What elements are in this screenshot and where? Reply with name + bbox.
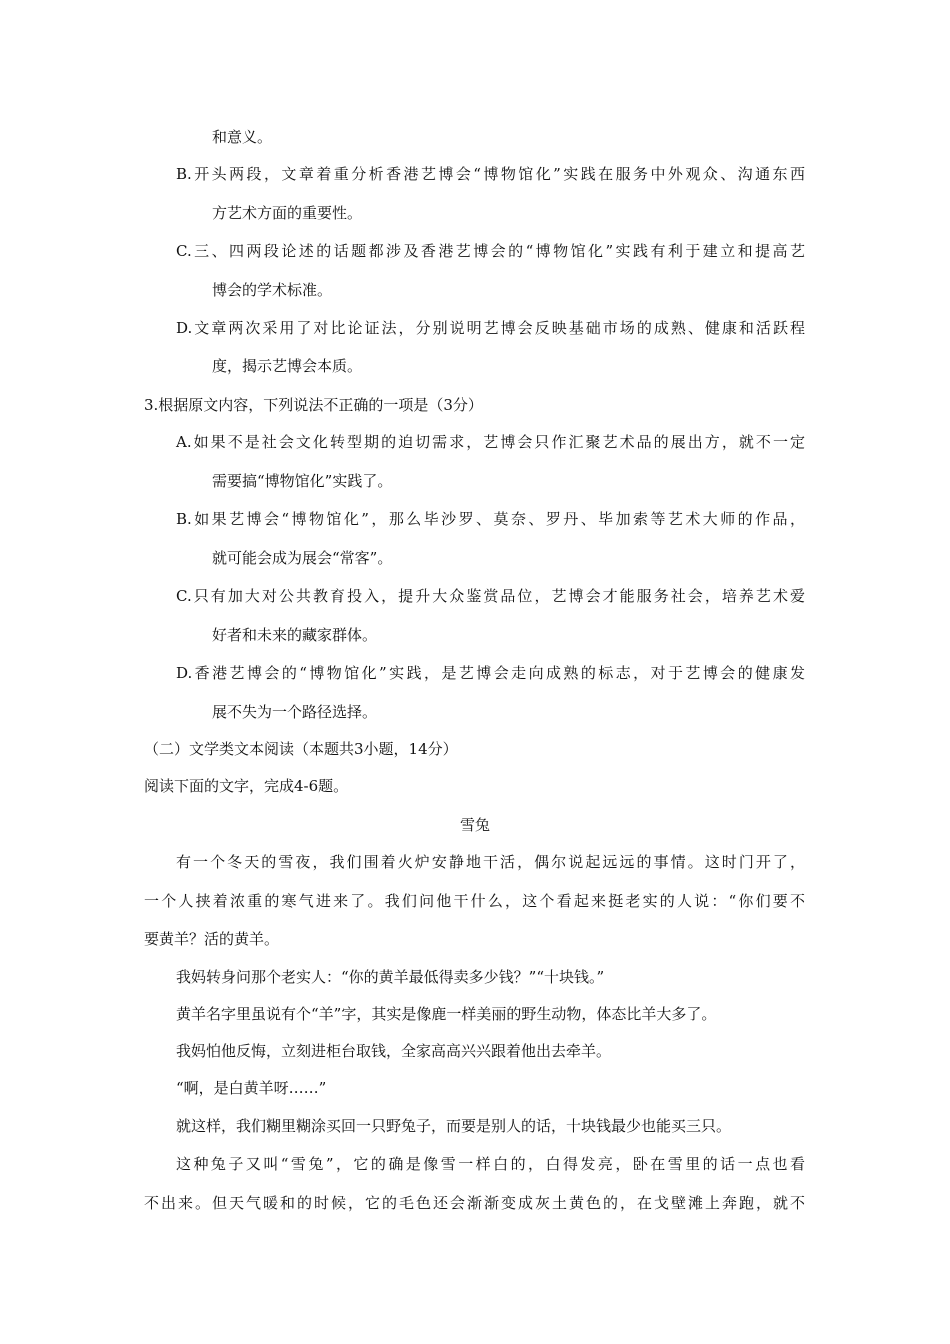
story-title: 雪兔 xyxy=(460,816,491,834)
q3-option-b-line1: B.如果艺博会“博物馆化”，那么毕沙罗、莫奈、罗丹、毕加索等艺术大师的作品， xyxy=(176,510,805,528)
q2-option-b-line1: B.开头两段，文章着重分析香港艺博会“博物馆化”实践在服务中外观众、沟通东西 xyxy=(176,165,805,183)
story-paragraph-5: “啊，是白黄羊呀……” xyxy=(176,1079,327,1097)
q2-option-d-line1: D.文章两次采用了对比论证法，分别说明艺博会反映基础市场的成熟、健康和活跃程 xyxy=(176,319,805,337)
q3-option-b-line2: 就可能会成为展会“常客”。 xyxy=(212,549,393,567)
section-2-heading: （二）文学类文本阅读（本题共3小题，14分） xyxy=(144,740,458,758)
story-paragraph-6: 就这样，我们糊里糊涂买回一只野兔子，而要是别人的话，十块钱最少也能买三只。 xyxy=(176,1117,732,1135)
q2-option-c-line2: 博会的学术标准。 xyxy=(212,281,333,299)
story-paragraph-2: 我妈转身问那个老实人：“你的黄羊最低得卖多少钱？”“十块钱。” xyxy=(176,968,605,986)
story-paragraph-1-line2: 一个人挟着浓重的寒气进来了。我们问他干什么，这个看起来挺老实的人说：“你们要不 xyxy=(144,892,805,910)
q2-option-b-line2: 方艺术方面的重要性。 xyxy=(212,204,363,222)
story-paragraph-1-line1: 有一个冬天的雪夜，我们围着火炉安静地干活，偶尔说起远远的事情。这时门开了， xyxy=(176,853,805,871)
q3-option-d-line1: D.香港艺博会的“博物馆化”实践，是艺博会走向成熟的标志，对于艺博会的健康发 xyxy=(176,664,805,682)
q2-option-d-line2: 度，揭示艺博会本质。 xyxy=(212,357,363,375)
option-a-continuation: 和意义。 xyxy=(212,128,273,146)
story-paragraph-7-line1: 这种兔子又叫“雪兔”，它的确是像雪一样白的，白得发亮，卧在雪里的话一点也看 xyxy=(176,1155,805,1173)
q3-option-a-line1: A.如果不是社会文化转型期的迫切需求，艺博会只作汇聚艺术品的展出方，就不一定 xyxy=(176,433,805,451)
q3-option-a-line2: 需要搞“博物馆化”实践了。 xyxy=(212,472,393,490)
question-3-stem: 3.根据原文内容，下列说法不正确的一项是（3分） xyxy=(144,396,483,414)
q2-option-c-line1: C.三、四两段论述的话题都涉及香港艺博会的“博物馆化”实践有利于建立和提高艺 xyxy=(176,242,805,260)
story-paragraph-4: 我妈怕他反悔，立刻进柜台取钱，全家高高兴兴跟着他出去牵羊。 xyxy=(176,1042,612,1060)
q3-option-d-line2: 展不失为一个路径选择。 xyxy=(212,703,378,721)
q3-option-c-line2: 好者和未来的藏家群体。 xyxy=(212,626,378,644)
story-paragraph-7-line2: 不出来。但天气暖和的时候，它的毛色还会渐渐变成灰土黄色的，在戈壁滩上奔跑，就不 xyxy=(144,1194,805,1212)
story-paragraph-1-line3: 要黄羊？活的黄羊。 xyxy=(144,930,280,948)
story-paragraph-3: 黄羊名字里虽说有个“羊”字，其实是像鹿一样美丽的野生动物，体态比羊大多了。 xyxy=(176,1005,717,1023)
q3-option-c-line1: C.只有加大对公共教育投入，提升大众鉴赏品位，艺博会才能服务社会，培养艺术爱 xyxy=(176,587,805,605)
section-2-instruction: 阅读下面的文字，完成4-6题。 xyxy=(144,777,349,795)
